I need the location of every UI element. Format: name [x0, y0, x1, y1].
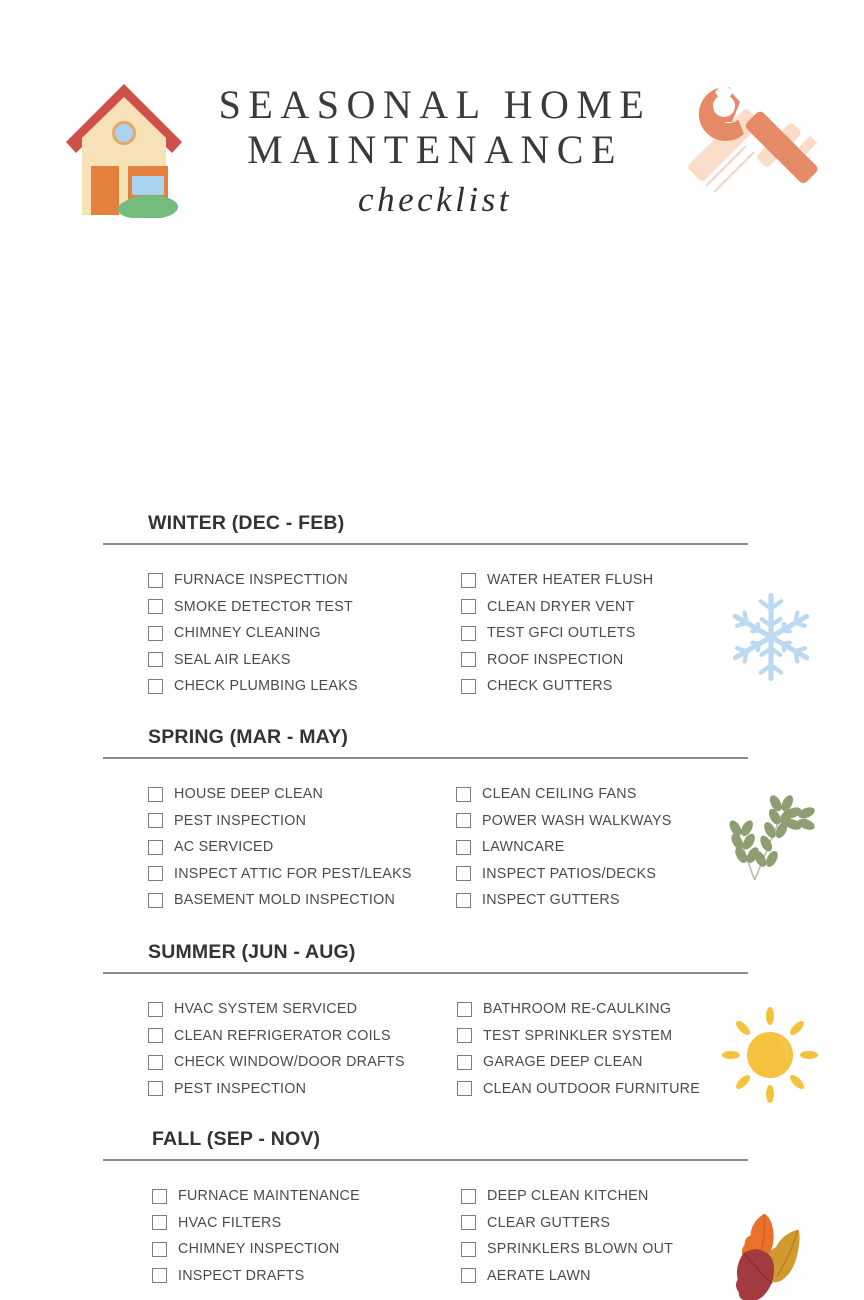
section-heading-summer: SUMMER (JUN - AUG)	[148, 941, 356, 963]
checklist-item-label: HVAC FILTERS	[178, 1214, 282, 1231]
checkbox[interactable]	[148, 679, 163, 694]
checklist-item-label: FURNACE MAINTENANCE	[178, 1188, 360, 1205]
checklist-item[interactable]	[461, 1263, 673, 1290]
checklist-item[interactable]	[148, 996, 405, 1023]
checkbox[interactable]	[461, 573, 476, 588]
house-icon	[62, 78, 186, 218]
checkbox[interactable]	[461, 679, 476, 694]
checklist-item[interactable]	[461, 1236, 673, 1263]
checklist-item-label: BATHROOM RE-CAULKING	[483, 1001, 672, 1018]
checklist-item[interactable]	[148, 781, 412, 808]
checklist-item-label: INSPECT PATIOS/DECKS	[482, 865, 657, 882]
checklist-item-label: TEST GFCI OUTLETS	[487, 625, 636, 642]
checkbox[interactable]	[457, 1028, 472, 1043]
checklist-item-label: CLEAN OUTDOOR FURNITURE	[483, 1080, 701, 1097]
title-line-1: SEASONAL HOME	[218, 82, 652, 127]
checklist-column-left-summer	[148, 996, 405, 1102]
checkbox[interactable]	[148, 1002, 163, 1017]
checklist-item-label: HOUSE DEEP CLEAN	[174, 786, 324, 803]
checklist-item-label: TEST SPRINKLER SYSTEM	[483, 1027, 673, 1044]
checkbox[interactable]	[456, 787, 471, 802]
checkbox[interactable]	[457, 1002, 472, 1017]
checkbox[interactable]	[148, 1081, 163, 1096]
checklist-item-label: FURNACE INSPECTTION	[174, 572, 348, 589]
checklist-item-label: CLEAN REFRIGERATOR COILS	[174, 1027, 391, 1044]
checklist-item-label: CHECK PLUMBING LEAKS	[174, 678, 358, 695]
autumn-leaves-icon	[722, 1202, 820, 1300]
checkbox[interactable]	[461, 652, 476, 667]
checklist-column-left-winter	[148, 567, 358, 700]
checklist-item[interactable]	[148, 620, 358, 647]
checklist-item-label: CLEAN DRYER VENT	[487, 598, 635, 615]
checklist-item-label: CHIMNEY INSPECTION	[178, 1241, 340, 1258]
checklist-item[interactable]	[148, 594, 358, 621]
checklist-item[interactable]	[148, 861, 412, 888]
checkbox[interactable]	[148, 787, 163, 802]
checkbox[interactable]	[461, 1189, 476, 1204]
checklist-item[interactable]	[457, 996, 700, 1023]
section-heading-fall: FALL (SEP - NOV)	[152, 1128, 321, 1150]
checklist-item[interactable]	[461, 673, 653, 700]
checkbox[interactable]	[461, 626, 476, 641]
section-divider-fall	[103, 1159, 748, 1161]
checklist-item-label: SPRINKLERS BLOWN OUT	[487, 1241, 674, 1258]
checkbox[interactable]	[148, 1055, 163, 1070]
checklist-item-label: DEEP CLEAN KITCHEN	[487, 1188, 649, 1205]
checkbox[interactable]	[152, 1268, 167, 1283]
checkbox[interactable]	[148, 573, 163, 588]
checklist-item-label: BASEMENT MOLD INSPECTION	[174, 892, 396, 909]
checklist-item-label: ROOF INSPECTION	[487, 651, 624, 668]
checklist-item[interactable]	[461, 1183, 673, 1210]
checklist-item-label: CLEAR GUTTERS	[487, 1214, 611, 1231]
checklist-item[interactable]	[456, 861, 672, 888]
checklist-item[interactable]	[456, 887, 672, 914]
checklist-item[interactable]	[148, 567, 358, 594]
checklist-item[interactable]	[461, 1210, 673, 1237]
checklist-item[interactable]	[148, 673, 358, 700]
checklist-item[interactable]	[148, 808, 412, 835]
checklist-item[interactable]	[461, 647, 653, 674]
checkbox[interactable]	[457, 1081, 472, 1096]
checklist-item-label: CLEAN CEILING FANS	[482, 786, 637, 803]
checklist-item[interactable]	[148, 1049, 405, 1076]
checkbox[interactable]	[148, 626, 163, 641]
checklist-item-label: POWER WASH WALKWAYS	[482, 812, 672, 829]
checklist-item[interactable]	[457, 1049, 700, 1076]
checkbox[interactable]	[148, 840, 163, 855]
checklist-item[interactable]	[152, 1263, 360, 1290]
checklist-item-label: LAWNCARE	[482, 839, 565, 856]
checkbox[interactable]	[148, 866, 163, 881]
checklist-item-label: AC SERVICED	[174, 839, 274, 856]
checklist-item-label: GARAGE DEEP CLEAN	[483, 1054, 643, 1071]
checklist-item[interactable]	[148, 834, 412, 861]
section-divider-winter	[103, 543, 748, 545]
page-header	[0, 0, 864, 240]
checkbox[interactable]	[461, 1242, 476, 1257]
title-script-word: checklist	[358, 180, 512, 219]
checklist-item-label: HVAC SYSTEM SERVICED	[174, 1001, 358, 1018]
snowflake-icon	[724, 590, 818, 684]
checklist-item-label: PEST INSPECTION	[174, 1080, 307, 1097]
checklist-column-left-spring	[148, 781, 412, 914]
title-line-2: MAINTENANCE	[247, 127, 623, 172]
sun-icon	[720, 1005, 820, 1105]
checklist-item-label: SEAL AIR LEAKS	[174, 651, 291, 668]
wrench-screwdriver-icon	[688, 78, 838, 213]
checklist-column-right-fall	[461, 1183, 673, 1289]
checklist-column-right-winter	[461, 567, 653, 700]
checklist-item[interactable]	[148, 887, 412, 914]
checklist-item[interactable]	[152, 1210, 360, 1237]
checklist-item[interactable]	[456, 834, 672, 861]
checklist-item[interactable]	[152, 1236, 360, 1263]
page-title	[190, 82, 680, 226]
checklist-item[interactable]	[461, 620, 653, 647]
checkbox[interactable]	[461, 1268, 476, 1283]
checklist-column-right-spring	[456, 781, 672, 914]
checkbox[interactable]	[148, 1028, 163, 1043]
checklist-column-right-summer	[457, 996, 700, 1102]
section-divider-spring	[103, 757, 748, 759]
checklist-item-label: CHECK GUTTERS	[487, 678, 613, 695]
checklist-item-label: PEST INSPECTION	[174, 812, 307, 829]
checkbox[interactable]	[456, 866, 471, 881]
checklist-item[interactable]	[456, 808, 672, 835]
section-heading-winter: WINTER (DEC - FEB)	[148, 512, 345, 534]
checklist-item[interactable]	[148, 1023, 405, 1050]
section-divider-summer	[103, 972, 748, 974]
checklist-item-label: CHIMNEY CLEANING	[174, 625, 321, 642]
checkbox[interactable]	[456, 813, 471, 828]
checklist-item-label: AERATE LAWN	[487, 1267, 591, 1284]
checklist-column-left-fall	[152, 1183, 360, 1289]
checkbox[interactable]	[148, 652, 163, 667]
checklist-item-label: INSPECT GUTTERS	[482, 892, 620, 909]
checkbox[interactable]	[152, 1215, 167, 1230]
checklist-item[interactable]	[152, 1183, 360, 1210]
checklist-item[interactable]	[457, 1076, 700, 1103]
checklist-item-label: INSPECT ATTIC FOR PEST/LEAKS	[174, 865, 412, 882]
checkbox[interactable]	[152, 1242, 167, 1257]
checklist-item-label: INSPECT DRAFTS	[178, 1267, 305, 1284]
checkbox[interactable]	[148, 893, 163, 908]
checklist-item[interactable]	[461, 567, 653, 594]
checkbox[interactable]	[152, 1189, 167, 1204]
checkbox[interactable]	[461, 599, 476, 614]
checkbox[interactable]	[456, 893, 471, 908]
checklist-item-label: SMOKE DETECTOR TEST	[174, 598, 353, 615]
checkbox[interactable]	[461, 1215, 476, 1230]
checklist-item[interactable]	[148, 647, 358, 674]
checklist-item[interactable]	[457, 1023, 700, 1050]
checklist-item[interactable]	[461, 594, 653, 621]
checklist-item-label: WATER HEATER FLUSH	[487, 572, 654, 589]
checkbox[interactable]	[457, 1055, 472, 1070]
checklist-item[interactable]	[456, 781, 672, 808]
checkbox[interactable]	[456, 840, 471, 855]
checkbox[interactable]	[148, 599, 163, 614]
checklist-item-label: CHECK WINDOW/DOOR DRAFTS	[174, 1054, 405, 1071]
checklist-item[interactable]	[148, 1076, 405, 1103]
leafy-branches-icon	[722, 778, 818, 888]
checkbox[interactable]	[148, 813, 163, 828]
section-heading-spring: SPRING (MAR - MAY)	[148, 726, 349, 748]
